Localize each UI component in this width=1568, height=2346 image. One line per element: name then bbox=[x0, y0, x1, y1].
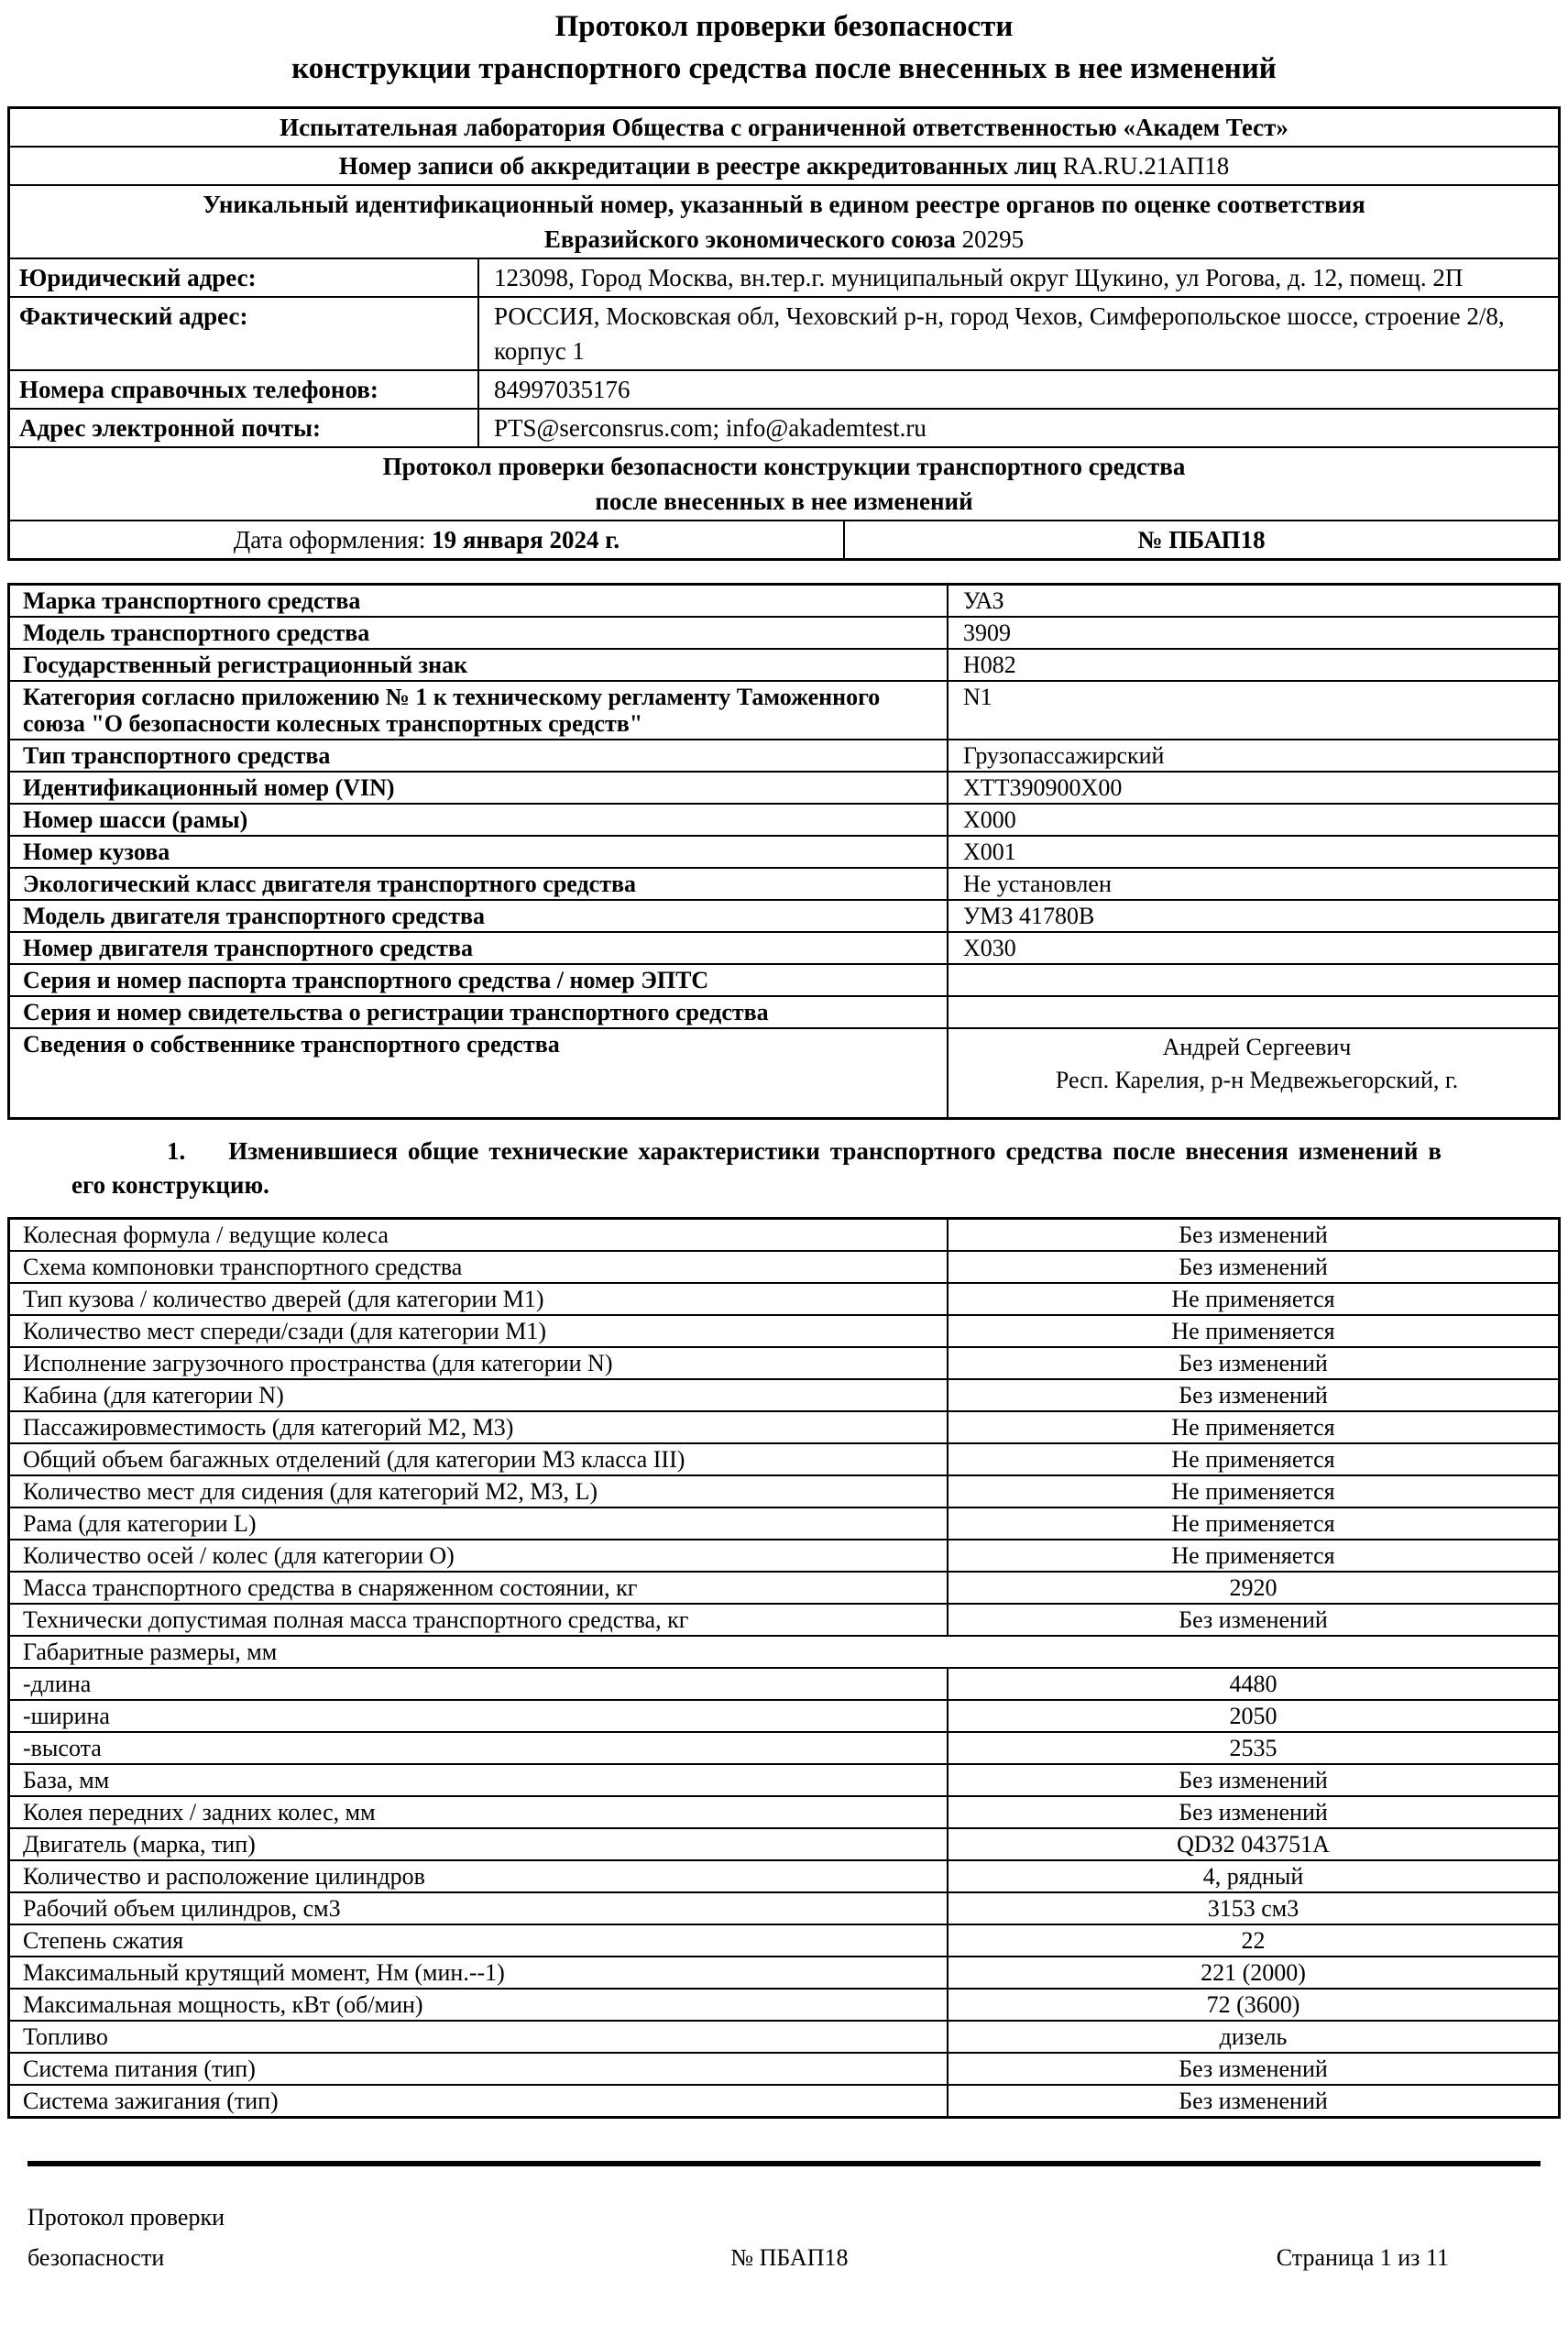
row-value: дизель bbox=[947, 2022, 1558, 2052]
row-value: 4480 bbox=[947, 1669, 1558, 1699]
row-label: Сведения о собственнике транспортного средства bbox=[23, 1031, 560, 1058]
table-row bbox=[10, 680, 1558, 739]
spec-row bbox=[10, 1410, 1558, 1442]
row-label: Идентификационный номер (VIN) bbox=[23, 774, 395, 801]
row-label: Исполнение загрузочного пространства (для категории N) bbox=[23, 1350, 613, 1376]
spec-row bbox=[10, 1539, 1558, 1571]
row-value: X000 bbox=[947, 805, 1558, 835]
spec-row-merged bbox=[10, 1635, 1558, 1667]
row-value: 221 (2000) bbox=[947, 1957, 1558, 1988]
row-label: Схема компоновки транспортного средства bbox=[23, 1254, 463, 1280]
row-value: УМЗ 41780В bbox=[947, 901, 1558, 931]
unique-number-line1: Уникальный идентификационный номер, указанный в едином реестре органов по оценке соответствия bbox=[203, 191, 1365, 218]
spec-row bbox=[10, 1731, 1558, 1763]
spec-row bbox=[10, 1891, 1558, 1924]
row-label: Модель транспортного средства bbox=[23, 619, 370, 646]
row-label: Топливо bbox=[23, 2023, 108, 2050]
row-value: 3153 см3 bbox=[947, 1893, 1558, 1924]
spec-row bbox=[10, 2052, 1558, 2084]
footer-page-number: Страница 1 из 11 bbox=[1276, 2244, 1449, 2271]
spec-row bbox=[10, 1220, 1558, 1250]
spec-row bbox=[10, 1314, 1558, 1346]
spec-row bbox=[10, 1827, 1558, 1859]
vehicle-table bbox=[7, 583, 1561, 1120]
section-1-table bbox=[7, 1217, 1561, 2119]
unique-number-row bbox=[10, 184, 1558, 258]
row-value: РОССИЯ, Московская обл, Чеховский р-н, город Чехов, Симферопольское шоссе, строение 2/8, корпус 1 bbox=[477, 298, 1558, 369]
row-label: Серия и номер свидетельства о регистрации транспортного средства bbox=[23, 999, 769, 1025]
row-value: 22 bbox=[947, 1925, 1558, 1956]
row-label: Государственный регистрационный знак bbox=[23, 652, 468, 678]
row-value: Без изменений bbox=[947, 2054, 1558, 2084]
table-row bbox=[10, 739, 1558, 771]
row-value: 72 (3600) bbox=[947, 1990, 1558, 2020]
row-label: Технически допустимая полная масса транспортного средства, кг bbox=[23, 1606, 689, 1633]
row-value: Не применяется bbox=[947, 1540, 1558, 1571]
row-label: Система питания (тип) bbox=[23, 2055, 256, 2082]
accreditation-label: Номер записи об аккредитации в реестре аккредитованных лиц bbox=[338, 152, 1057, 180]
footer-divider bbox=[27, 2161, 1541, 2166]
row-label: Рабочий объем цилиндров, см3 bbox=[23, 1895, 341, 1922]
row-value: Не применяется bbox=[947, 1444, 1558, 1474]
spec-row bbox=[10, 1346, 1558, 1378]
document-title-line2: конструкции транспортного средства после внесенных в нее изменений bbox=[291, 52, 1277, 85]
spec-row bbox=[10, 1924, 1558, 1956]
spec-row bbox=[10, 1699, 1558, 1731]
row-value: Без изменений bbox=[947, 2086, 1558, 2116]
spec-row bbox=[10, 1474, 1558, 1507]
email-row bbox=[10, 408, 1558, 446]
row-label: База, мм bbox=[23, 1767, 110, 1793]
spec-row bbox=[10, 2020, 1558, 2052]
unique-number-value: 20295 bbox=[961, 225, 1025, 253]
row-label: Колесная формула / ведущие колеса bbox=[23, 1222, 389, 1248]
row-value: Не применяется bbox=[947, 1316, 1558, 1346]
spec-row bbox=[10, 1507, 1558, 1539]
row-value: 3909 bbox=[947, 618, 1558, 648]
spec-row bbox=[10, 1795, 1558, 1827]
row-label: Масса транспортного средства в снаряженном состоянии, кг bbox=[23, 1574, 638, 1601]
row-label: -высота bbox=[23, 1735, 102, 1761]
protocol-title-line2: после внесенных в нее изменений bbox=[595, 488, 973, 515]
row-value: PTS@serconsrus.com; info@akademtest.ru bbox=[477, 410, 1558, 446]
row-label: Рама (для категории L) bbox=[23, 1510, 257, 1537]
footer-doc-name: Протокол проверки безопасности bbox=[27, 2204, 225, 2271]
row-label: Тип транспортного средства bbox=[23, 742, 331, 769]
row-label: -длина bbox=[23, 1671, 92, 1697]
row-value: XTT390900X00 bbox=[947, 773, 1558, 803]
row-label: Номер шасси (рамы) bbox=[23, 806, 248, 833]
owner-value bbox=[947, 1029, 1558, 1117]
row-label: Максимальная мощность, кВт (об/мин) bbox=[23, 1991, 423, 2018]
row-label: Количество и расположение цилиндров bbox=[23, 1863, 425, 1890]
row-label: Экологический класс двигателя транспортного средства bbox=[23, 871, 637, 897]
section-heading-text: Изменившиеся общие технические характеристики транспортного средства после внесения изменений в его конструкцию. bbox=[71, 1137, 1442, 1199]
table-row bbox=[10, 867, 1558, 899]
table-row bbox=[10, 899, 1558, 931]
table-row bbox=[10, 931, 1558, 963]
row-label: Фактический адрес: bbox=[19, 302, 248, 330]
row-value: Н082 bbox=[947, 650, 1558, 680]
date-cell bbox=[10, 521, 843, 558]
unique-number-line2 bbox=[21, 222, 1547, 257]
row-label: Двигатель (марка, тип) bbox=[23, 1831, 256, 1858]
row-value: Не применяется bbox=[947, 1508, 1558, 1539]
table-row bbox=[10, 616, 1558, 648]
row-label: Общий объем багажных отделений (для категории М3 класса III) bbox=[23, 1446, 685, 1473]
row-value: Без изменений bbox=[947, 1220, 1558, 1250]
date-value: 19 января 2024 г. bbox=[432, 526, 620, 554]
row-label: Степень сжатия bbox=[23, 1927, 184, 1954]
row-label: Количество мест спереди/сзади (для категории М1) bbox=[23, 1318, 547, 1344]
spec-row bbox=[10, 1250, 1558, 1282]
document-title bbox=[0, 0, 1568, 90]
row-label: Пассажировместимость (для категорий М2, М3) bbox=[23, 1414, 514, 1441]
row-label: Колея передних / задних колес, мм bbox=[23, 1799, 376, 1825]
actual-address-row bbox=[10, 296, 1558, 369]
spec-row bbox=[10, 1667, 1558, 1699]
spec-row bbox=[10, 1859, 1558, 1891]
row-label: Количество мест для сидения (для категорий М2, М3, L) bbox=[23, 1478, 598, 1505]
row-value: Не применяется bbox=[947, 1284, 1558, 1314]
protocol-title-row bbox=[10, 446, 1558, 520]
row-value: N1 bbox=[947, 682, 1558, 739]
section-1-heading bbox=[71, 1135, 1442, 1202]
row-label: Количество осей / колес (для категории О) bbox=[23, 1542, 455, 1569]
row-value: Не установлен bbox=[947, 869, 1558, 899]
section-number: 1. bbox=[167, 1137, 186, 1165]
row-label: -ширина bbox=[23, 1703, 110, 1729]
phones-row bbox=[10, 369, 1558, 408]
row-value: Без изменений bbox=[947, 1380, 1558, 1410]
row-label: Номер кузова bbox=[23, 839, 170, 865]
owner-name: Андрей Сергеевич bbox=[1162, 1034, 1352, 1060]
row-label: Максимальный крутящий момент, Нм (мин.--1) bbox=[23, 1959, 505, 1986]
row-label: Кабина (для категории N) bbox=[23, 1382, 284, 1409]
row-label: Серия и номер паспорта транспортного средства / номер ЭПТС bbox=[23, 967, 709, 993]
spec-row bbox=[10, 1282, 1558, 1314]
row-value: Без изменений bbox=[947, 1765, 1558, 1795]
table-row bbox=[10, 771, 1558, 803]
protocol-title-line1: Протокол проверки безопасности конструкции транспортного средства bbox=[382, 453, 1186, 480]
owner-address: Респ. Карелия, р-н Медвежьегорский, г. bbox=[1055, 1067, 1459, 1093]
table-row bbox=[10, 995, 1558, 1027]
legal-address-row bbox=[10, 258, 1558, 296]
row-value: Не применяется bbox=[947, 1412, 1558, 1442]
spec-row bbox=[10, 2084, 1558, 2116]
row-value bbox=[947, 997, 1558, 1027]
unique-number-label: Евразийского экономического союза bbox=[543, 225, 956, 253]
page-footer bbox=[27, 2198, 1541, 2278]
row-label: Адрес электронной почты: bbox=[19, 414, 322, 442]
spec-row bbox=[10, 1763, 1558, 1795]
row-label: Марка транспортного средства bbox=[23, 587, 361, 614]
row-value: 2535 bbox=[947, 1733, 1558, 1763]
row-value: 84997035176 bbox=[477, 371, 1558, 408]
row-value: X001 bbox=[947, 837, 1558, 867]
row-label: Тип кузова / количество дверей (для категории М1) bbox=[23, 1286, 544, 1312]
spec-row bbox=[10, 1603, 1558, 1635]
row-value: УАЗ bbox=[947, 586, 1558, 616]
protocol-number: № ПБАП18 bbox=[843, 521, 1558, 558]
row-value: 123098, Город Москва, вн.тер.г. муниципальный округ Щукино, ул Рогова, д. 12, помещ. 2П bbox=[477, 259, 1558, 296]
spec-row bbox=[10, 1571, 1558, 1603]
row-value: 2920 bbox=[947, 1573, 1558, 1603]
table-row bbox=[10, 586, 1558, 616]
header-table bbox=[7, 106, 1561, 561]
row-value bbox=[947, 965, 1558, 995]
row-value: 4, рядный bbox=[947, 1861, 1558, 1891]
table-row bbox=[10, 648, 1558, 680]
row-label: Система зажигания (тип) bbox=[23, 2088, 279, 2114]
row-value: Без изменений bbox=[947, 1348, 1558, 1378]
row-value: Не применяется bbox=[947, 1476, 1558, 1507]
table-row bbox=[10, 963, 1558, 995]
row-value: Без изменений bbox=[947, 1252, 1558, 1282]
row-label: Номера справочных телефонов: bbox=[19, 376, 378, 403]
spec-row bbox=[10, 1442, 1558, 1474]
row-value: Без изменений bbox=[947, 1605, 1558, 1635]
table-row bbox=[10, 803, 1558, 835]
row-label: Габаритные размеры, мм bbox=[23, 1639, 278, 1665]
accreditation-row bbox=[10, 146, 1558, 184]
document-title-line1: Протокол проверки безопасности bbox=[554, 10, 1014, 43]
footer-protocol-number: № ПБАП18 bbox=[730, 2244, 849, 2271]
lab-name-row: Испытательная лаборатория Общества с ограниченной ответственностью «Академ Тест» bbox=[280, 114, 1288, 141]
row-value: 2050 bbox=[947, 1701, 1558, 1731]
row-label: Категория согласно приложению № 1 к техническому регламенту Таможенного союза "О безопасности колесных транспортных средств" bbox=[23, 684, 881, 737]
spec-row bbox=[10, 1378, 1558, 1410]
row-value: Без изменений bbox=[947, 1797, 1558, 1827]
date-number-row bbox=[10, 520, 1558, 558]
table-row bbox=[10, 835, 1558, 867]
row-label: Юридический адрес: bbox=[19, 264, 257, 291]
spec-row bbox=[10, 1956, 1558, 1988]
row-label: Модель двигателя транспортного средства bbox=[23, 903, 486, 929]
row-value: Грузопассажирский bbox=[947, 740, 1558, 771]
row-value: X030 bbox=[947, 933, 1558, 963]
date-label: Дата оформления: bbox=[233, 526, 426, 554]
accreditation-number: RA.RU.21АП18 bbox=[1062, 152, 1230, 180]
row-value: QD32 043751A bbox=[947, 1829, 1558, 1859]
owner-row bbox=[10, 1027, 1558, 1117]
row-label: Номер двигателя транспортного средства bbox=[23, 935, 473, 961]
spec-row bbox=[10, 1988, 1558, 2020]
